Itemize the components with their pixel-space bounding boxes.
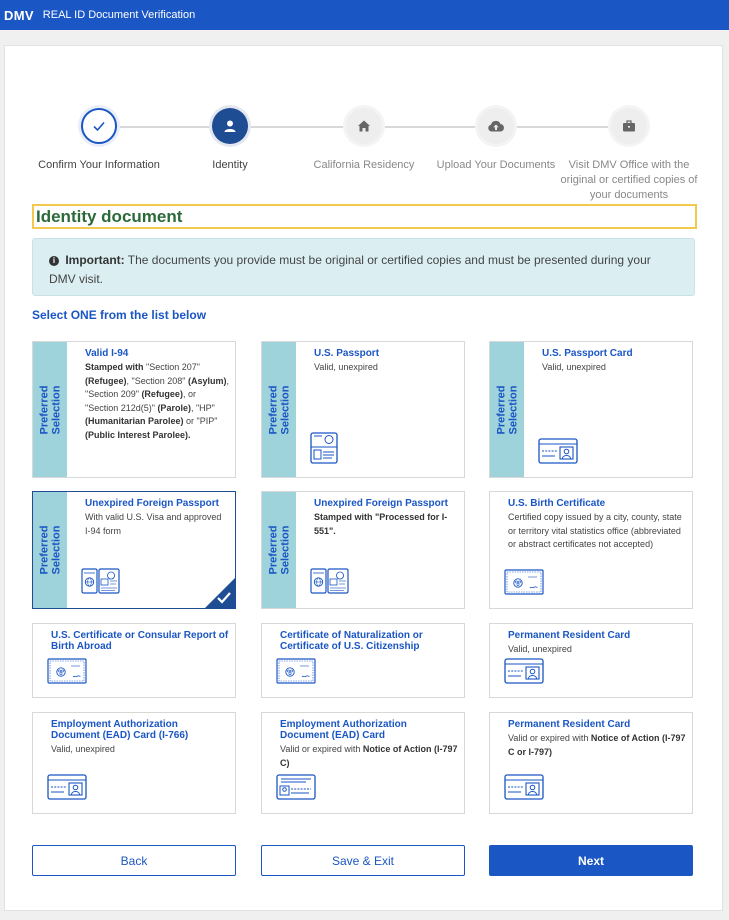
- step-label: Identity: [212, 159, 248, 171]
- description-part: Stamped with: [85, 362, 147, 372]
- description-part: , "HP": [190, 402, 215, 413]
- document-text: [314, 498, 458, 538]
- document-text: [542, 348, 686, 375]
- preferred-label-line1: Preferred: [495, 385, 508, 434]
- document-title: Unexpired Foreign Passport: [85, 498, 219, 509]
- preferred-selection-badge: [33, 492, 67, 608]
- document-title: U.S. Birth Certificate: [508, 498, 606, 509]
- document-title: U.S. Certificate or Consular Report of Birth Abroad: [51, 630, 229, 652]
- document-option-card[interactable]: [32, 712, 236, 814]
- document-option-card[interactable]: [489, 491, 693, 609]
- document-option-card[interactable]: [489, 341, 693, 478]
- document-title: Certificate of Naturalization or Certificate of U.S. Citizenship: [280, 630, 423, 652]
- preferred-label-line2: Selection: [507, 385, 520, 434]
- preferred-label: [267, 526, 291, 575]
- document-text: [51, 719, 229, 757]
- back-button[interactable]: Back: [32, 845, 236, 876]
- document-description: [508, 643, 686, 657]
- preferred-selection-badge: [262, 492, 296, 608]
- document-text: [508, 719, 686, 759]
- passport-visa-icon: [81, 567, 121, 600]
- description-part: Valid, unexpired: [508, 644, 572, 654]
- description-part: (Refugee): [85, 375, 127, 386]
- document-title: Unexpired Foreign Passport: [314, 498, 448, 509]
- description-part: Notice of Action (I-797 C or I-797): [508, 733, 686, 757]
- user-icon: [212, 108, 248, 144]
- step-2: [160, 108, 300, 173]
- document-option-card[interactable]: [32, 623, 236, 698]
- id-card-icon: [47, 774, 87, 805]
- main-panel: [4, 45, 723, 911]
- id-card-alt-icon: [276, 774, 316, 805]
- description-part: (Parole): [157, 402, 191, 413]
- save-exit-button[interactable]: Save & Exit: [261, 845, 465, 876]
- document-title: Valid I-94: [85, 348, 129, 359]
- app-title: REAL ID Document Verification: [42, 9, 196, 21]
- check-icon: [81, 108, 117, 144]
- document-option-card[interactable]: [32, 341, 236, 478]
- preferred-label-line1: Preferred: [267, 385, 280, 434]
- description-part: "Section 207": [146, 362, 200, 372]
- document-description: [85, 361, 229, 442]
- step-1: [29, 108, 169, 173]
- description-part: (Humanitarian Parolee): [85, 416, 184, 426]
- preferred-label-line2: Selection: [279, 385, 292, 434]
- document-description: [51, 743, 229, 757]
- notice-strong: Important:: [65, 253, 125, 267]
- dmv-logo: DMV: [4, 7, 34, 23]
- step-4: [426, 108, 566, 173]
- document-option-card[interactable]: [261, 341, 465, 478]
- document-text: [508, 498, 686, 552]
- description-part: , or "Section 212d(5)": [85, 389, 196, 413]
- home-icon: [346, 108, 382, 144]
- document-option-card[interactable]: [489, 712, 693, 814]
- preferred-label-line1: Preferred: [38, 525, 51, 575]
- preferred-selection-badge: [33, 342, 67, 477]
- document-text: [280, 719, 458, 770]
- description-part: Certified copy issued by a city, county, state or territory vital statistics office (abbreviated or abstract certificates not accepted): [508, 512, 682, 549]
- certificate-icon: [47, 658, 87, 689]
- document-description: [542, 361, 686, 375]
- document-description: [314, 361, 458, 375]
- description-part: Valid or expired with: [508, 733, 591, 743]
- document-option-card[interactable]: [32, 491, 236, 609]
- description-part: Stamped with "Processed for I-551".: [314, 512, 448, 536]
- next-button[interactable]: Next: [489, 845, 693, 876]
- passport-visa-icon: [310, 567, 350, 600]
- document-text: [85, 498, 229, 538]
- preferred-label-line1: Preferred: [267, 525, 280, 575]
- certificate-icon: [504, 569, 544, 600]
- id-card-icon: [504, 774, 544, 805]
- description-part: , "Section 209": [85, 375, 229, 399]
- id-card-icon: [538, 438, 578, 469]
- preferred-selection-badge: [262, 342, 296, 477]
- description-part: Valid, unexpired: [542, 362, 606, 372]
- document-title: Permanent Resident Card: [508, 719, 631, 730]
- top-bar: [0, 0, 729, 30]
- document-option-card[interactable]: [261, 491, 465, 609]
- document-title: Permanent Resident Card: [508, 630, 631, 641]
- description-part: Valid, unexpired: [51, 744, 115, 754]
- briefcase-icon: [611, 108, 647, 144]
- selected-check-icon: [205, 578, 235, 608]
- cloud-upload-icon: [478, 108, 514, 144]
- document-text: [508, 630, 686, 657]
- document-description: [85, 511, 229, 538]
- document-description: [508, 732, 686, 759]
- step-label: Upload Your Documents: [436, 159, 556, 171]
- select-instruction: Select ONE from the list below: [32, 308, 207, 322]
- document-option-card[interactable]: [489, 623, 693, 698]
- document-text: [85, 348, 229, 442]
- preferred-label: [495, 385, 519, 434]
- step-label: California Residency: [313, 159, 415, 171]
- preferred-label: [267, 385, 291, 434]
- document-title: U.S. Passport Card: [542, 348, 633, 359]
- document-text: [51, 630, 229, 652]
- description-part: Valid, unexpired: [314, 362, 378, 372]
- preferred-label: [38, 526, 62, 575]
- step-label: Confirm Your Information: [38, 159, 160, 171]
- document-text: [280, 630, 458, 652]
- page-title: Identity document: [32, 204, 697, 229]
- description-part: (Asylum): [187, 375, 227, 386]
- document-text: [314, 348, 458, 375]
- document-title: Employment Authorization Document (EAD) Card (I-766): [51, 719, 189, 741]
- description-part: (Public Interest Parolee).: [85, 429, 191, 440]
- document-option-card[interactable]: [261, 623, 465, 698]
- important-notice: [32, 238, 695, 296]
- step-5: [559, 108, 699, 203]
- passport-icon: [310, 432, 338, 469]
- preferred-label-line2: Selection: [50, 385, 63, 434]
- document-option-card[interactable]: [261, 712, 465, 814]
- document-title: U.S. Passport: [314, 348, 380, 359]
- description-part: With valid U.S. Visa and approved I-94 form: [85, 512, 222, 536]
- description-part: , "Section 208": [126, 375, 188, 386]
- preferred-label-line2: Selection: [50, 525, 63, 575]
- step-label: Visit DMV Office with the original or certified copies of your documents: [560, 159, 698, 201]
- description-part: or "PIP": [183, 416, 218, 426]
- preferred-selection-badge: [490, 342, 524, 477]
- document-description: [280, 743, 458, 770]
- description-part: (Refugee): [141, 389, 183, 399]
- preferred-label-line1: Preferred: [38, 385, 51, 434]
- info-icon: i: [49, 256, 59, 266]
- certificate-icon: [276, 658, 316, 689]
- description-part: Notice of Action (I-797 C): [280, 744, 458, 768]
- document-title: Employment Authorization Document (EAD) Card: [280, 719, 407, 741]
- document-description: [314, 511, 458, 538]
- preferred-label: [38, 385, 62, 434]
- preferred-label-line2: Selection: [279, 525, 292, 575]
- document-description: [508, 511, 686, 552]
- step-3: [294, 108, 434, 173]
- id-card-icon: [504, 658, 544, 689]
- description-part: Valid or expired with: [280, 744, 363, 754]
- notice-text: The documents you provide must be original or certified copies and must be presented during your DMV visit.: [49, 253, 651, 286]
